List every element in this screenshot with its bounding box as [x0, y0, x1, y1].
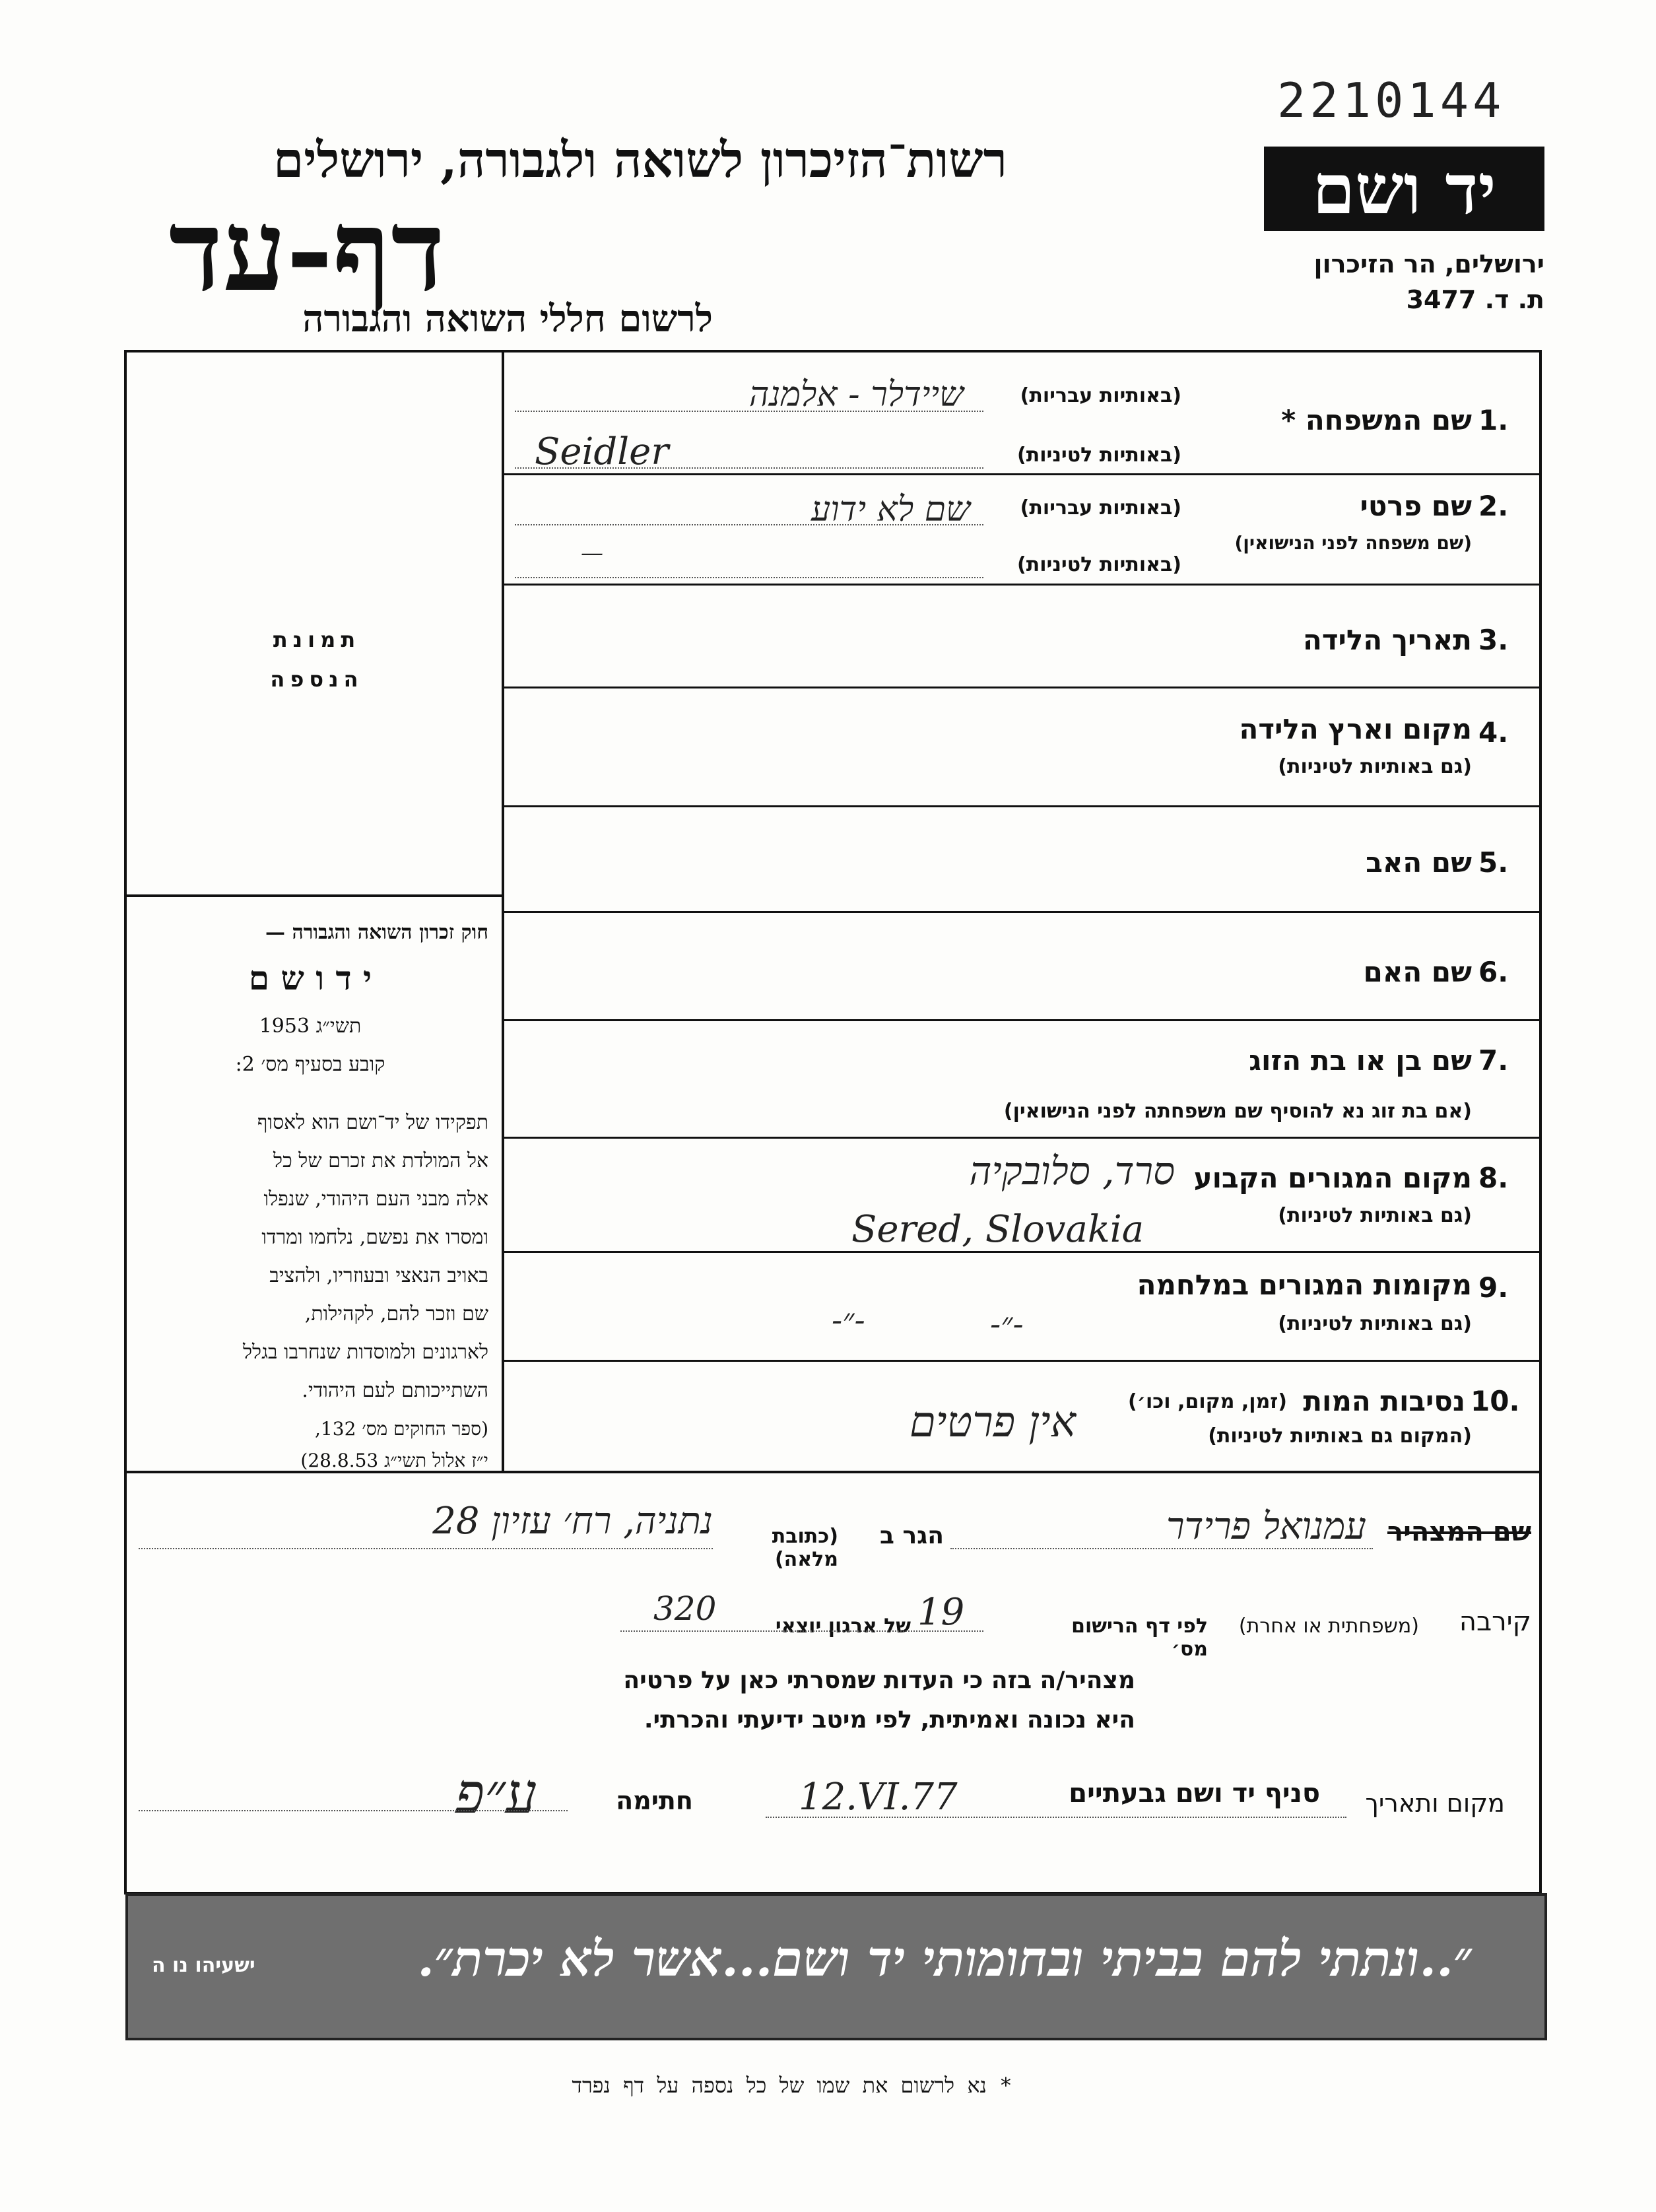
relation-label: קירבה: [1459, 1607, 1531, 1637]
row-divider: [503, 1137, 1542, 1139]
form-title: דף-עד: [168, 185, 446, 317]
field-2-number: 2.: [1478, 490, 1509, 522]
field-1-label: שם המשפחה *: [1281, 404, 1472, 436]
field-2-label: שם פרטי: [1360, 490, 1472, 522]
field-9-number: 9.: [1478, 1271, 1509, 1304]
field-4-label: מקום וארץ הלידה: [1239, 713, 1472, 745]
law-title: חוק זכרון השואה והגבורה —: [265, 921, 488, 944]
resides-label: הגר ב: [880, 1522, 944, 1549]
serial-number: 2210144: [1277, 73, 1506, 128]
row-divider: [503, 584, 1542, 586]
org-number[interactable]: 320: [653, 1590, 717, 1628]
institution-name: רשות־הזיכרון לשואה ולגבורה, ירושלים: [273, 132, 1007, 189]
law-reference-1: (ספר החוקים מס׳ 132,: [315, 1418, 488, 1440]
law-body-line: אל המולדת את זכרם של כל: [273, 1149, 488, 1172]
statement-line-1: מצהיר/ה בזה כי העדות שמסרתי כאן על פרטיה: [623, 1667, 1135, 1694]
signature-line: [139, 1810, 568, 1811]
address-note: (כתובת מלאה): [772, 1525, 838, 1571]
field-3-label: תאריך הלידה: [1303, 624, 1472, 656]
field-10-number: 10.: [1471, 1385, 1520, 1417]
field-10-label: נסיבות המות: [1303, 1385, 1465, 1417]
law-body-line: באויב הנאצי ובעוזריו, ולהציב: [269, 1264, 488, 1287]
yad-vashem-logo: יד ושם: [1264, 147, 1544, 231]
law-body-line: אלה מבני העם היהודי, שנפלו: [263, 1188, 488, 1211]
row-divider: [503, 473, 1542, 475]
address-line: [139, 1548, 713, 1549]
field-1-latin-value[interactable]: Seidler: [535, 430, 669, 473]
address-line-1: ירושלים, הר הזיכרון: [1313, 250, 1544, 279]
law-org: י ד ו ש ם: [248, 958, 372, 997]
field-2-latin-value[interactable]: —: [581, 540, 603, 566]
field-8-hebrew-value[interactable]: סרד, סלובקיה: [969, 1149, 1175, 1193]
field-10-value[interactable]: אין פרטים: [909, 1398, 1076, 1447]
org-ref-label: של ארגון יוצאי: [775, 1615, 911, 1638]
row-divider: [503, 1360, 1542, 1362]
field-4-number: 4.: [1478, 716, 1509, 749]
form-number[interactable]: 19: [917, 1591, 965, 1634]
field-1-hebrew-hint: (באותיות עבריות): [1020, 384, 1181, 407]
row-divider: [503, 911, 1542, 913]
field-8-label: מקום המגורים הקבוע: [1193, 1162, 1472, 1194]
statement-line-2: היא נכונה ואמיתית, לפי מיטב ידיעתי והכרתי.: [644, 1706, 1135, 1733]
field-2-hebrew-hint: (באותיות עבריות): [1020, 496, 1181, 519]
field-7-label: שם בן או בת הזוג: [1249, 1044, 1472, 1077]
field-2-latin-line: [515, 577, 983, 578]
banner-quote: ״..ונתתי להם בביתי ובחומותי יד ושם...אשר לא יכרת״.: [417, 1931, 1472, 1988]
banner-source-visible: ישעיהו נו ה: [152, 1954, 255, 1977]
declarant-name[interactable]: עמנואל פרידר: [1166, 1505, 1366, 1548]
footnote: * נא לרשום את שמו של כל נספה על דף נפרד: [572, 2073, 1012, 2098]
field-2-hebrew-value[interactable]: שם לא ידוע: [811, 490, 970, 529]
field-6-number: 6.: [1478, 956, 1509, 988]
field-10-label-note: (זמן, מקום, וכו׳): [1127, 1390, 1287, 1413]
field-2-latin-hint: (באותיות לטיניות): [1017, 553, 1181, 576]
field-9-value-1[interactable]: -״-: [832, 1302, 865, 1339]
field-9-value-2[interactable]: -״-: [990, 1306, 1024, 1343]
field-6-label: שם האם: [1363, 956, 1472, 988]
side-divider: [124, 894, 503, 897]
address-line-2: ת. ד. 3477: [1406, 285, 1544, 314]
signature[interactable]: ע״פ: [455, 1761, 537, 1826]
field-8-latin-value[interactable]: Sered, Slovakia: [851, 1208, 1144, 1251]
row-divider: [503, 1251, 1542, 1253]
field-1-latin-hint: (באותיות לטיניות): [1017, 444, 1181, 467]
row-divider: [503, 1019, 1542, 1021]
field-4-note: (גם באותיות לטיניות): [1278, 755, 1472, 778]
law-clause: קובע בסעיף מס׳ 2:: [235, 1053, 385, 1076]
field-9-note: (גם באותיות לטיניות): [1278, 1312, 1472, 1335]
place-date-line: [766, 1817, 1346, 1818]
relation-note: (משפחתית או אחרת): [1238, 1615, 1419, 1638]
field-10-note: (המקום גם באותיות לטיניות): [1208, 1424, 1472, 1448]
field-3-number: 3.: [1478, 624, 1509, 656]
field-1-hebrew-value[interactable]: שיידלר - אלמנה: [748, 375, 964, 415]
field-5-number: 5.: [1478, 846, 1509, 879]
law-body-line: לארגונים ולמוסדות שנחרבו בגלל: [243, 1341, 488, 1364]
form-subtitle: לרשום חללי השואה והגבורה: [302, 297, 713, 341]
photo-label-2: הנספה: [270, 667, 364, 692]
declarant-address[interactable]: נתניה, רח׳ עזיון 28: [432, 1500, 713, 1543]
law-body-line: השתייכותם לעם היהודי.: [302, 1379, 488, 1402]
field-9-label: מקומות המגורים במלחמה: [1137, 1269, 1472, 1301]
law-body-line: ומסרו את נפשם, נלחמו ומרדו: [261, 1226, 488, 1249]
signature-label: חתימה: [616, 1786, 693, 1815]
law-body-line: שם וזכר להם, לקהילות,: [304, 1302, 488, 1325]
photo-label-1: תמונת: [273, 627, 361, 652]
field-8-note: (גם באותיות לטיניות): [1278, 1204, 1472, 1227]
law-body-line: תפקידו של יד־ושם הוא לאסוף: [257, 1111, 488, 1134]
field-1-number: 1.: [1478, 404, 1509, 436]
row-divider: [503, 805, 1542, 807]
place-date-label: מקום ותאריך: [1365, 1789, 1505, 1818]
law-reference-2: י״ז אלול תשי״ג 28.8.53): [300, 1450, 488, 1471]
place-value[interactable]: סניף יד ושם גבעתיים: [1069, 1778, 1320, 1809]
form-ref-label: לפי דף הרישום מס׳: [1071, 1615, 1208, 1661]
field-8-number: 8.: [1478, 1162, 1509, 1194]
field-7-note: (אם בת זוג נא להוסיף שם משפחתה לפני הנישואין): [1003, 1100, 1472, 1123]
field-2-note: (שם משפחה לפני הנישואין): [1234, 532, 1472, 554]
declarant-label: שם המצהיר: [1387, 1517, 1531, 1547]
date-value[interactable]: 12.VI.77: [799, 1776, 958, 1819]
row-divider: [503, 687, 1542, 688]
relation-line: [620, 1630, 983, 1632]
field-5-label: שם האב: [1366, 846, 1472, 879]
declarant-name-line: [950, 1548, 1373, 1549]
law-year: תשי״ג 1953: [259, 1015, 362, 1038]
field-7-number: 7.: [1478, 1044, 1509, 1077]
